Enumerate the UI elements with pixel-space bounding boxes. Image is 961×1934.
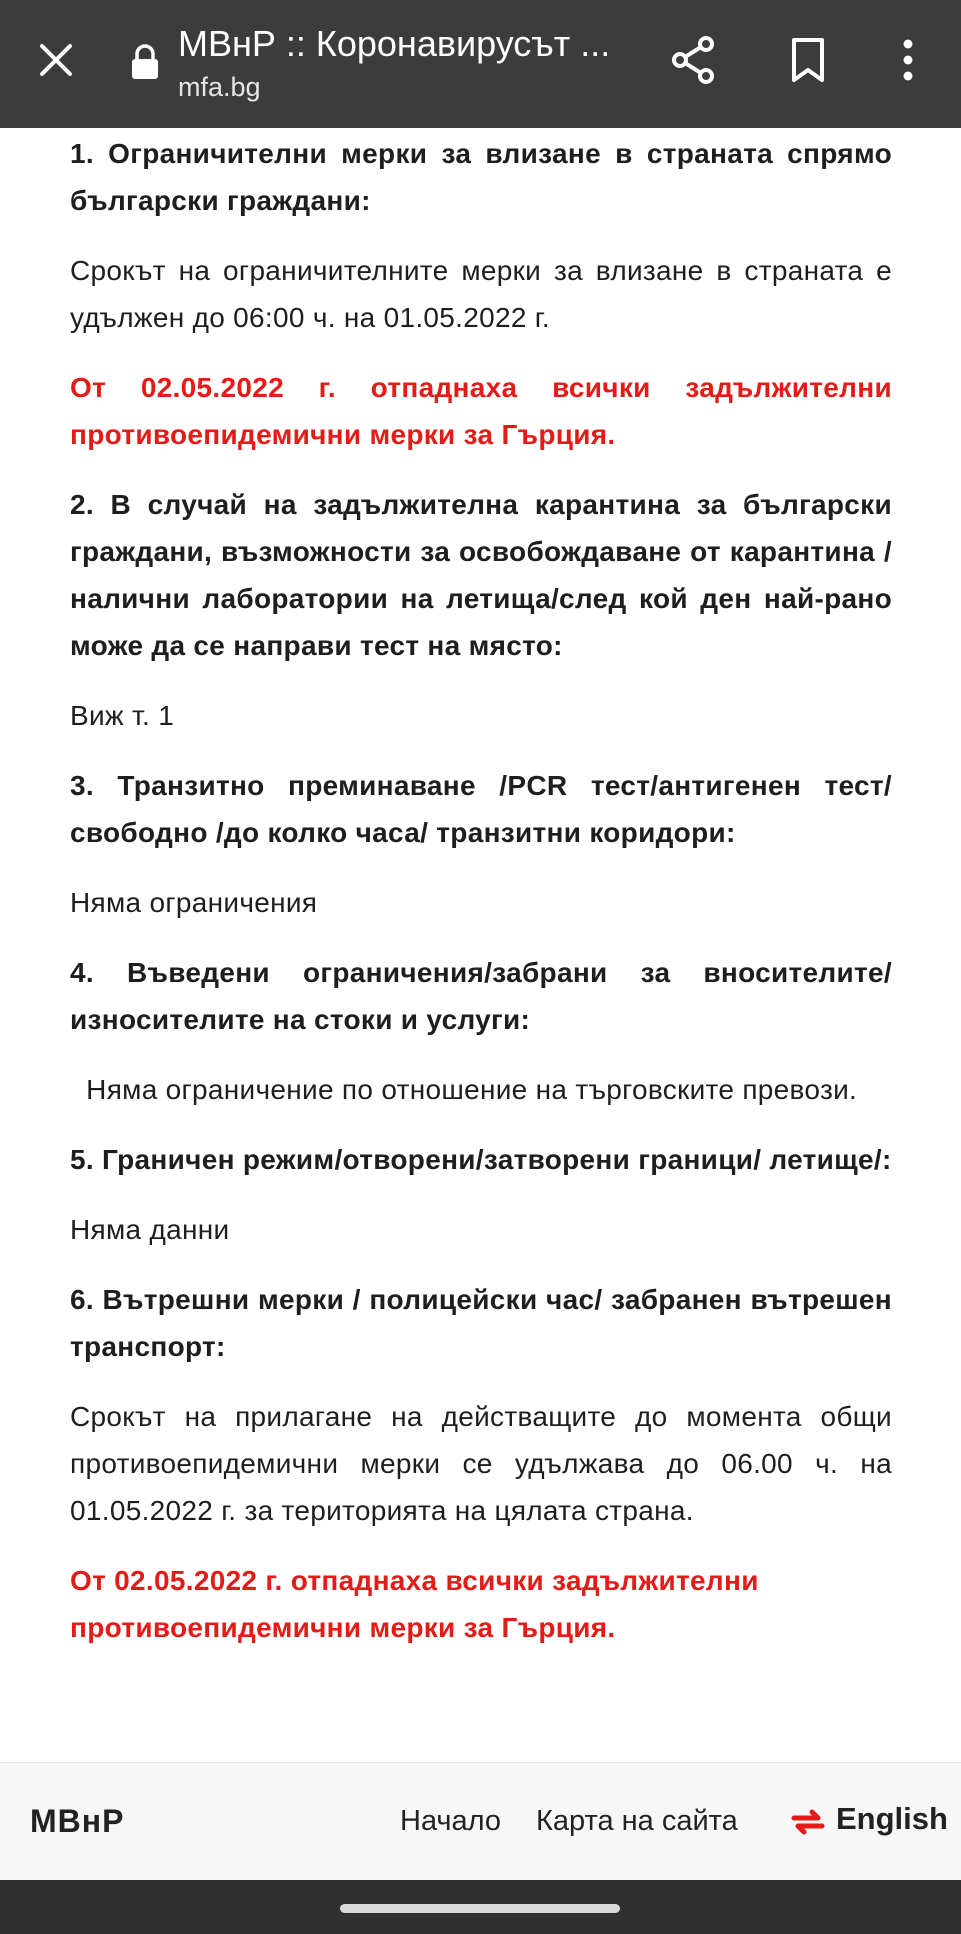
- site-footer: [0, 1762, 961, 1881]
- answer-5: Няма данни: [70, 1214, 230, 1245]
- article-body: [70, 128, 892, 1674]
- page-title: МВнР :: Коронавирусът ...: [178, 23, 611, 64]
- answer-2: Виж т. 1: [70, 700, 175, 731]
- home-gesture-handle[interactable]: [340, 1904, 620, 1913]
- answer-6: Срокът на прилагане на действащите до момента общи противоепидемични мерки се удължава до 06.00 ч. на 01.05.2022 г. за територията на цялата страна.: [70, 1401, 892, 1526]
- close-icon[interactable]: [30, 34, 82, 86]
- question-4: 4. Въведени ограничения/забрани за вносителите/ износителите на стоки и услуги:: [70, 957, 892, 1035]
- question-1: 1. Ограничителни мерки за влизане в страната спрямо български граждани:: [70, 138, 892, 216]
- answer-4: Няма ограничение по отношение на търговските превози.: [70, 1074, 858, 1105]
- language-swap-icon[interactable]: [788, 1809, 828, 1835]
- lock-icon: [130, 44, 160, 80]
- answer-3: Няма ограничения: [70, 887, 318, 918]
- language-english-link[interactable]: English: [836, 1801, 948, 1836]
- system-nav-bar: [0, 1880, 961, 1934]
- footer-logo[interactable]: МВнР: [30, 1803, 125, 1839]
- notice-1: От 02.05.2022 г. отпаднаха всички задължителни противоепидемични мерки за Гърция.: [70, 372, 892, 450]
- question-5: 5. Граничен режим/отворени/затворени граници/ летище/:: [70, 1144, 892, 1175]
- question-2: 2. В случай на задължителна карантина за български граждани, възможности за освобождаване от карантина /налични лаборатории на летища/след кой ден най-рано може да се направи тест на място:: [70, 489, 892, 661]
- browser-toolbar: [0, 0, 961, 128]
- question-6: 6. Вътрешни мерки / полицейски час/ забранен вътрешен транспорт:: [70, 1284, 892, 1362]
- question-3: 3. Транзитно преминаване /PCR тест/антигенен тест/ свободно /до колко часа/ транзитни коридори:: [70, 770, 892, 848]
- share-icon[interactable]: [666, 32, 722, 88]
- footer-sitemap-link[interactable]: Карта на сайта: [536, 1805, 738, 1837]
- bookmark-icon[interactable]: [780, 32, 836, 88]
- notice-6: От 02.05.2022 г. отпаднаха всички задължителни противоепидемични мерки за Гърция.: [70, 1565, 759, 1643]
- page-url: mfa.bg: [178, 72, 261, 102]
- answer-1: Срокът на ограничителните мерки за влизане в страната е удължен до 06:00 ч. на 01.05.2022 г.: [70, 255, 892, 333]
- more-vert-icon[interactable]: [880, 32, 936, 88]
- footer-home-link[interactable]: Начало: [400, 1805, 502, 1837]
